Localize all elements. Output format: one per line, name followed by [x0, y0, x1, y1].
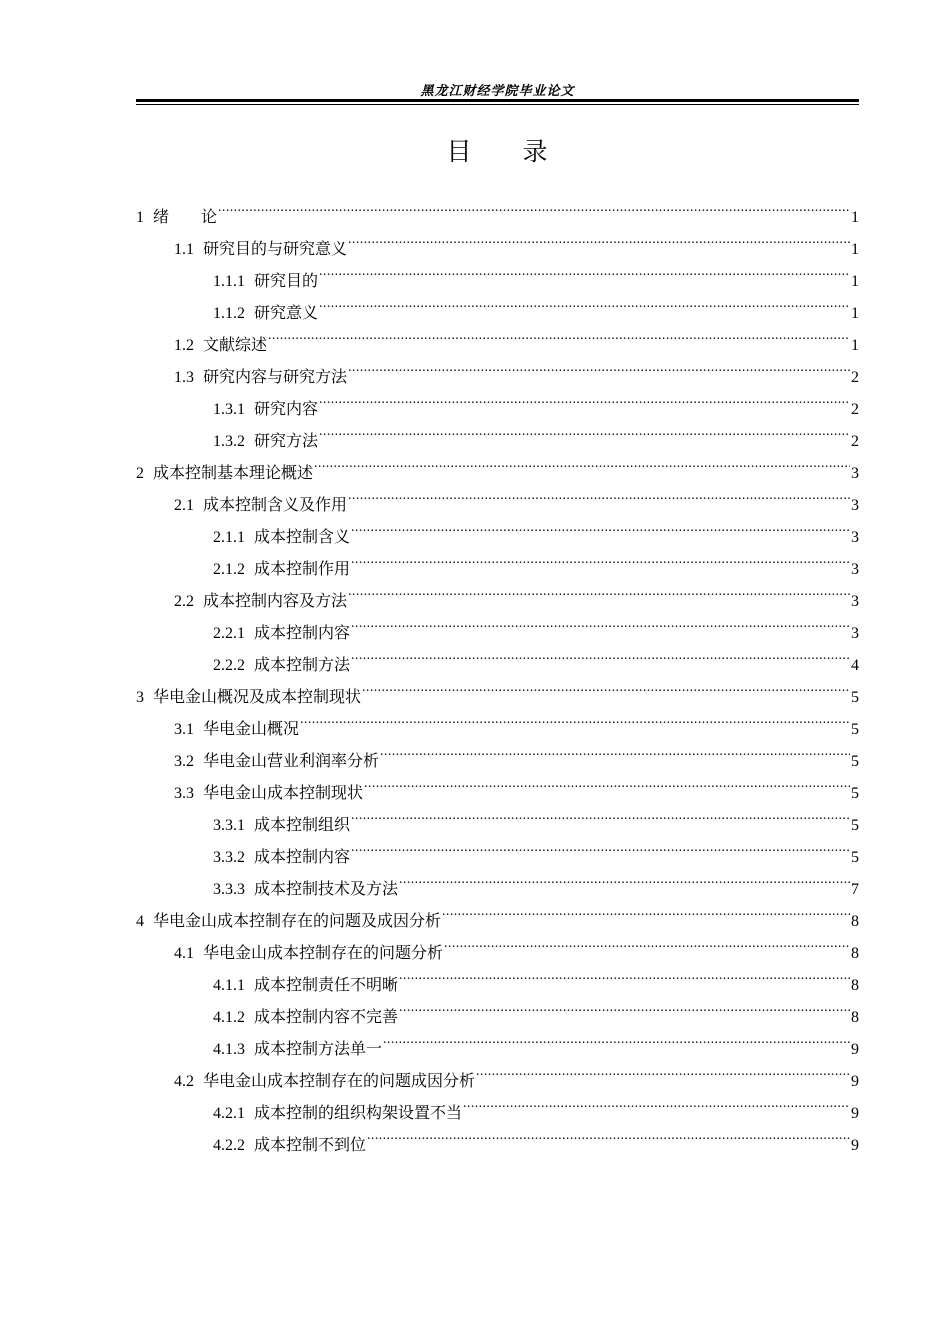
- toc-entry-label: 成本控制方法单一: [254, 1039, 383, 1058]
- toc-entry-number: 4.2.1: [213, 1105, 245, 1122]
- toc-title-part-1: 目: [446, 137, 473, 166]
- toc-entry-number: 1.1.1: [213, 273, 245, 290]
- toc-dot-leader: [351, 510, 850, 542]
- toc-entry-page-number: 5: [851, 753, 859, 770]
- toc-entry-label: 成本控制方法: [254, 655, 351, 674]
- toc-dot-leader: [319, 286, 850, 318]
- toc-entry-number: 1.1.2: [213, 305, 245, 322]
- toc-entry-page-number: 5: [851, 849, 859, 866]
- toc-dot-leader: [364, 766, 850, 798]
- toc-entry-number: 1.3.1: [213, 401, 245, 418]
- toc-entry-label: 华电金山成本控制存在的问题成因分析: [203, 1071, 476, 1090]
- toc-entry-label: 成本控制责任不明晰: [254, 975, 399, 994]
- toc-entry-page-number: 3: [851, 497, 859, 514]
- toc-dot-leader: [351, 830, 850, 862]
- toc-entry-page-number: 3: [851, 625, 859, 642]
- toc-entry-number: 4.1.3: [213, 1041, 245, 1058]
- toc-entry-page-number: 8: [851, 913, 859, 930]
- toc-dot-leader: [319, 254, 850, 286]
- toc-entry-label: 研究意义: [254, 303, 319, 322]
- toc-dot-leader: [399, 958, 850, 990]
- toc-dot-leader: [348, 574, 850, 606]
- toc-dot-leader: [367, 1118, 850, 1150]
- toc-entry-label: 研究内容与研究方法: [203, 367, 348, 386]
- toc-entry-label: 研究内容: [254, 399, 319, 418]
- toc-entry-label: 华电金山概况及成本控制现状: [153, 687, 362, 706]
- toc-dot-leader: [442, 894, 850, 926]
- toc-entry-label: 华电金山成本控制现状: [203, 783, 364, 802]
- toc-entry-page-number: 8: [851, 945, 859, 962]
- toc-entry-number: 3.2: [174, 753, 194, 770]
- toc-dot-leader: [476, 1054, 850, 1086]
- toc-entry-label: 成本控制组织: [254, 815, 351, 834]
- toc-entry-page-number: 8: [851, 1009, 859, 1026]
- toc-entry-page-number: 9: [851, 1041, 859, 1058]
- toc-entry-page-number: 4: [851, 657, 859, 674]
- toc-entry-label: 成本控制基本理论概述: [153, 463, 314, 482]
- toc-dot-leader: [351, 606, 850, 638]
- toc-dot-leader: [300, 702, 850, 734]
- toc-entry-page-number: 1: [851, 337, 859, 354]
- toc-entry-number: 3.1: [174, 721, 194, 738]
- toc-entry-label: 成本控制的组织构架设置不当: [254, 1103, 463, 1122]
- toc-entry-label: 成本控制内容及方法: [203, 591, 348, 610]
- toc-entry[interactable]: [136, 190, 859, 226]
- toc-entry[interactable]: [136, 222, 859, 258]
- toc-entry-page-number: 3: [851, 593, 859, 610]
- toc-entry-label: 成本控制内容: [254, 623, 351, 642]
- toc-title-part-2: 录: [522, 137, 549, 166]
- toc-entry-label: 成本控制不到位: [254, 1135, 367, 1154]
- toc-entry-number: 2.1: [174, 497, 194, 514]
- toc-entry-label: 华电金山成本控制存在的问题及成因分析: [153, 911, 442, 930]
- toc-entry-page-number: 1: [851, 305, 859, 322]
- toc-entry-label: 绪 论: [153, 207, 218, 226]
- toc-entry-number: 2.1.1: [213, 529, 245, 546]
- toc-entry-number: 3.3.2: [213, 849, 245, 866]
- toc-entry-number: 1.1: [174, 241, 194, 258]
- toc-entry-page-number: 3: [851, 465, 859, 482]
- toc-entry-number: 3: [136, 689, 144, 706]
- toc-entry-number: 4.1.1: [213, 977, 245, 994]
- toc-entry-number: 2.1.2: [213, 561, 245, 578]
- toc-dot-leader: [362, 670, 850, 702]
- toc-dot-leader: [463, 1086, 850, 1118]
- toc-entry-label: 华电金山成本控制存在的问题分析: [203, 943, 444, 962]
- toc-entry-number: 3.3.3: [213, 881, 245, 898]
- toc-dot-leader: [399, 990, 850, 1022]
- toc-entry-number: 2.2: [174, 593, 194, 610]
- running-header: 黑龙江财经学院毕业论文: [420, 84, 575, 99]
- toc-entry-number: 1.2: [174, 337, 194, 354]
- toc-entry-label: 成本控制内容不完善: [254, 1007, 399, 1026]
- toc-entry-page-number: 2: [851, 369, 859, 386]
- toc-entry-page-number: 7: [851, 881, 859, 898]
- toc-entry-label: 华电金山概况: [203, 719, 300, 738]
- toc-entry-label: 成本控制内容: [254, 847, 351, 866]
- toc-dot-leader: [383, 1022, 850, 1054]
- toc-entry-number: 1.3.2: [213, 433, 245, 450]
- toc-entry-page-number: 2: [851, 433, 859, 450]
- toc-entry-label: 成本控制技术及方法: [254, 879, 399, 898]
- toc-entry-page-number: 5: [851, 785, 859, 802]
- toc-dot-leader: [351, 638, 850, 670]
- toc-entry-page-number: 2: [851, 401, 859, 418]
- toc-entry-label: 研究目的与研究意义: [203, 239, 348, 258]
- toc-entry-page-number: 5: [851, 721, 859, 738]
- toc-dot-leader: [444, 926, 850, 958]
- toc-dot-leader: [218, 190, 850, 222]
- toc-entry-number: 2.2.1: [213, 625, 245, 642]
- toc-dot-leader: [268, 318, 850, 350]
- toc-dot-leader: [348, 478, 850, 510]
- toc-entry-page-number: 5: [851, 689, 859, 706]
- toc-entry-label: 成本控制含义及作用: [203, 495, 348, 514]
- toc-entry-page-number: 9: [851, 1073, 859, 1090]
- toc-entry-label: 研究方法: [254, 431, 319, 450]
- toc-entry-page-number: 3: [851, 561, 859, 578]
- toc-dot-leader: [348, 222, 850, 254]
- toc-entry-label: 华电金山营业利润率分析: [203, 751, 380, 770]
- toc-entry-label: 成本控制作用: [254, 559, 351, 578]
- toc-entry-number: 3.3: [174, 785, 194, 802]
- toc-entry-page-number: 1: [851, 241, 859, 258]
- toc-entry-label: 文献综述: [203, 335, 268, 354]
- toc-entry-label: 研究目的: [254, 271, 319, 290]
- toc-entry-number: 2: [136, 465, 144, 482]
- toc-entry-number: 4.1: [174, 945, 194, 962]
- toc-entry-label: 成本控制含义: [254, 527, 351, 546]
- toc-entry-page-number: 1: [851, 273, 859, 290]
- toc-dot-leader: [319, 382, 850, 414]
- toc-dot-leader: [314, 446, 850, 478]
- toc-entry-page-number: 8: [851, 977, 859, 994]
- toc-entry-number: 3.3.1: [213, 817, 245, 834]
- toc-dot-leader: [319, 414, 850, 446]
- toc-entry-page-number: 9: [851, 1105, 859, 1122]
- toc-dot-leader: [351, 542, 850, 574]
- toc-entry-number: 4.1.2: [213, 1009, 245, 1026]
- toc-dot-leader: [348, 350, 850, 382]
- toc-entry-number: 1: [136, 209, 144, 226]
- toc-entry-number: 4.2: [174, 1073, 194, 1090]
- header-rule-thick: [136, 99, 859, 102]
- toc-entry-number: 1.3: [174, 369, 194, 386]
- toc-entry-page-number: 1: [851, 209, 859, 226]
- toc-entry-number: 4.2.2: [213, 1137, 245, 1154]
- toc-title: [136, 132, 859, 168]
- toc-dot-leader: [351, 798, 850, 830]
- toc-list: [136, 190, 859, 1154]
- toc-entry-page-number: 5: [851, 817, 859, 834]
- header-rule-thin: [136, 104, 859, 105]
- toc-dot-leader: [399, 862, 850, 894]
- toc-entry-page-number: 3: [851, 529, 859, 546]
- toc-dot-leader: [380, 734, 850, 766]
- toc-entry-page-number: 9: [851, 1137, 859, 1154]
- toc-entry-number: 4: [136, 913, 144, 930]
- toc-entry-number: 2.2.2: [213, 657, 245, 674]
